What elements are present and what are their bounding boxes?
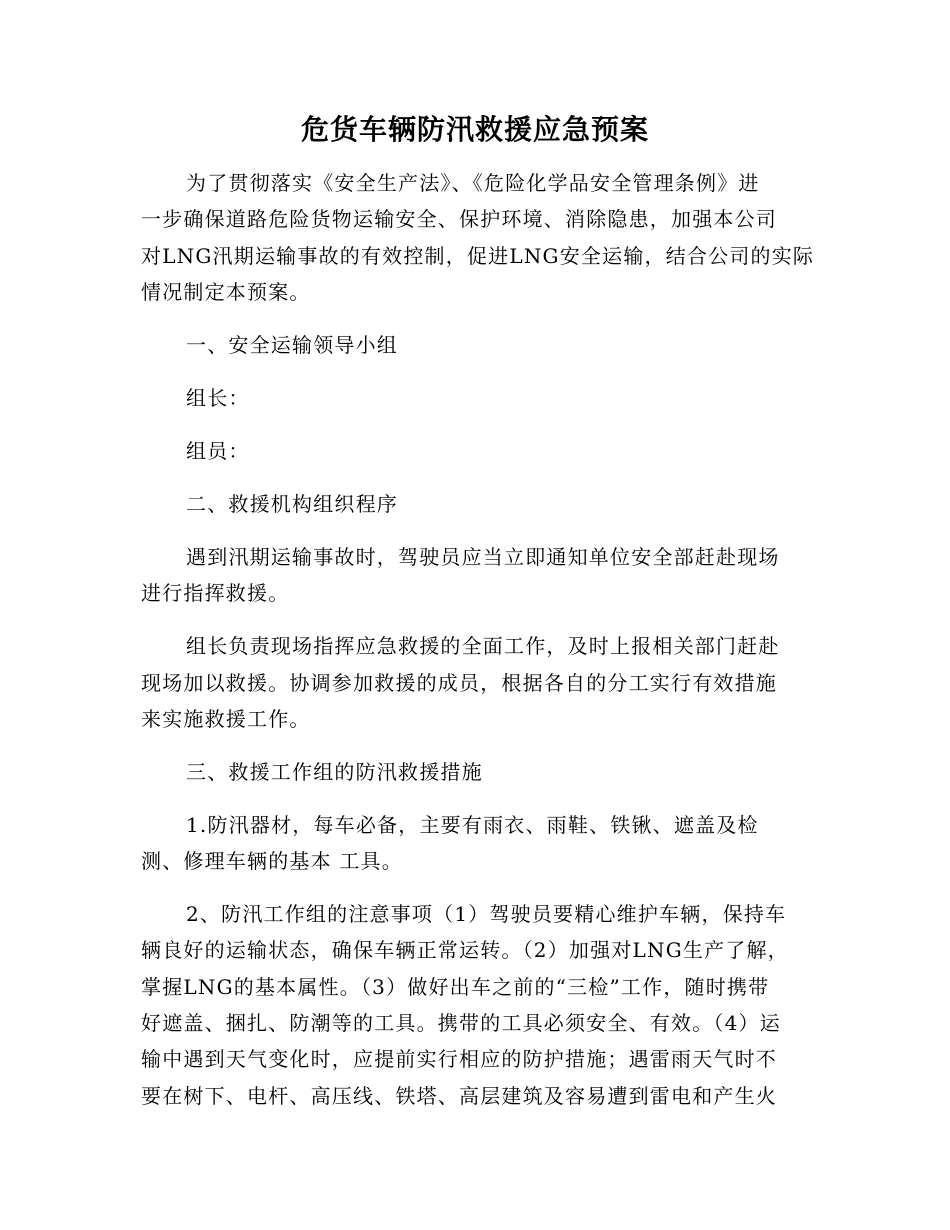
section-heading-1: 一、安全运输领导小组 — [186, 333, 398, 357]
paragraph-line: 进行指挥救援。 — [141, 581, 290, 605]
member-label: 组员： — [186, 439, 250, 463]
document-title: 危货车辆防汛救援应急预案 — [300, 113, 649, 146]
section-heading-3: 三、救援工作组的防汛救援措施 — [186, 760, 483, 784]
intro-line-3: 对LNG汛期运输事故的有效控制，促进LNG安全运输，结合公司的实际 — [141, 244, 815, 268]
paragraph-line: 1.防汛器材，每车必备，主要有雨衣、雨鞋、铁锹、遮盖及检 — [186, 813, 759, 837]
paragraph-line: 要在树下、电杆、高压线、铁塔、高层建筑及容易遭到雷电和产生火 — [141, 1084, 777, 1108]
paragraph-line: 掌握LNG的基本属性。（3）做好出车之前的“三检”工作，随时携带 — [141, 975, 770, 999]
paragraph-line: 组长负责现场指挥应急救援的全面工作，及时上报相关部门赶赴 — [186, 634, 780, 658]
section-heading-2: 二、救援机构组织程序 — [186, 492, 398, 516]
paragraph-line: 测、修理车辆的基本 工具。 — [141, 849, 403, 873]
intro-line-4: 情况制定本预案。 — [141, 280, 311, 304]
paragraph-line: 好遮盖、捆扎、防潮等的工具。携带的工具必须安全、有效。（4）运 — [141, 1011, 781, 1035]
paragraph-line: 辆良好的运输状态，确保车辆正常运转。（2）加强对LNG生产了解， — [141, 938, 789, 962]
intro-line-2: 一步确保道路危险货物运输安全、保护环境、消除隐患，加强本公司 — [141, 207, 777, 231]
paragraph-line: 来实施救援工作。 — [141, 707, 311, 731]
paragraph-line: 遇到汛期运输事故时，驾驶员应当立即通知单位安全部赶赴现场 — [186, 545, 780, 569]
paragraph-line: 现场加以救援。协调参加救援的成员，根据各自的分工实行有效措施 — [141, 671, 777, 695]
leader-label: 组长： — [186, 386, 250, 410]
intro-line-1: 为了贯彻落实《安全生产法》、《危险化学品安全管理条例》进 — [186, 171, 760, 195]
paragraph-line: 2、防汛工作组的注意事项（1）驾驶员要精心维护车辆，保持车 — [186, 902, 787, 926]
paragraph-line: 输中遇到天气变化时，应提前实行相应的防护措施；遇雷雨天气时不 — [141, 1047, 777, 1071]
